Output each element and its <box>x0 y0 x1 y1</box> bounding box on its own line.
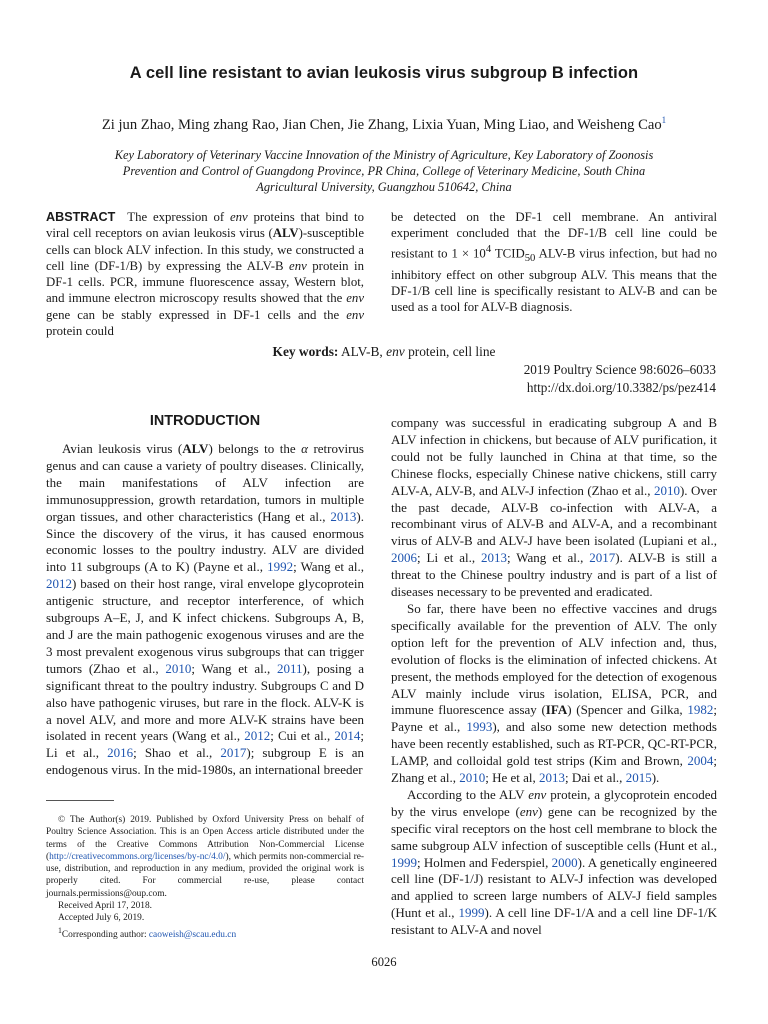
text: ; Li et al., <box>417 550 482 566</box>
citation-link[interactable]: 1992 <box>267 559 294 575</box>
email-link[interactable]: caoweish@scau.edu.cn <box>148 929 237 940</box>
text: ), posing a significant threat to the poultry industry. Subgroups C and D also have pathogenic viruses, but rare in the flock. ALV-K is a novel ALV, and more and more ALV-K strains have been isolated in recent years (Wang et al., <box>46 660 364 744</box>
citation-link[interactable]: 2012 <box>46 576 72 592</box>
license-link[interactable]: http://creativecommons.org/licenses/by-nc/4.0/ <box>49 851 226 862</box>
citation-link[interactable]: 1999 <box>458 905 485 921</box>
text: retrovirus genus and can cause a variety of poultry diseases. Clinically, the main manifestations of ALV infection are immunosuppression, growth retardation, tumors in multiple organ tissues, and other characteristics (Hang et al., <box>46 441 364 524</box>
abstract-text: protein in DF-1 cells. PCR, immune fluorescence assay, Western blot, and immune electron microscopy results showed that the <box>46 258 364 306</box>
abstract-text: )-susceptible cells can block ALV infection. In this study, we constructed a cell line (DF-1/B) by expressing the ALV-B <box>46 226 364 273</box>
exponent: 4 <box>485 243 492 255</box>
corresponding-author-mark[interactable]: 1 <box>661 115 667 125</box>
abstract-heading: ABSTRACT <box>46 210 116 224</box>
text: ; Shao et al., <box>133 745 221 761</box>
text: ) (Spencer and Gilka, <box>567 702 688 718</box>
text: ; Wang et al., <box>293 559 364 575</box>
text: ; Payne et al., <box>391 702 717 735</box>
citation-link[interactable]: 1999 <box>391 854 417 870</box>
citation-link[interactable]: 2004 <box>687 753 714 769</box>
text: ; Li et al., <box>46 728 364 761</box>
gene-name: env <box>346 307 364 322</box>
citation-link[interactable]: 2010 <box>165 660 192 676</box>
text: ; Holmen and Federspiel, <box>417 854 552 870</box>
text: © The Author(s) 2019. Published by Oxford University Press on behalf of Poultry Science Association. This is an Open Access article distributed under the terms of the Creative Commons Attribution Non-Commercial License ( <box>46 815 364 862</box>
citation-link[interactable]: 2017 <box>220 745 247 761</box>
abbreviation: ALV <box>182 441 209 456</box>
greek-symbol: α <box>301 441 308 456</box>
abstract-right-column <box>391 209 717 316</box>
paragraph <box>391 787 717 939</box>
author-names: Zi jun Zhao, Ming zhang Rao, Jian Chen, Jie Zhang, Lixia Yuan, Ming Liao, and Weisheng Cao <box>101 116 662 133</box>
gene-name: env <box>289 258 307 273</box>
text: ) belongs to the <box>208 441 302 456</box>
abbreviation: ALV <box>272 226 299 241</box>
received-date: Received April 17, 2018. <box>58 901 152 912</box>
keywords-text: protein, cell line <box>404 344 496 359</box>
copyright-notice <box>46 814 364 900</box>
author-list <box>40 115 728 134</box>
paper-title: A cell line resistant to avian leukosis virus subgroup B infection <box>129 64 639 82</box>
text: Avian leukosis virus ( <box>62 441 183 456</box>
gene-name: env <box>519 803 538 819</box>
gene-name: env <box>386 344 405 359</box>
text: ; He et al, <box>485 770 540 786</box>
citation-link[interactable]: 2011 <box>276 660 303 676</box>
gene-name: env <box>346 291 364 306</box>
abstract-text: gene can be stably expressed in DF-1 cells and the <box>46 307 347 322</box>
text: ). <box>651 770 660 786</box>
abbreviation: IFA <box>545 702 568 718</box>
affiliation-line: Key Laboratory of Veterinary Vaccine Innovation of the Ministry of Agriculture, Key Laboratory of Zoonosis <box>114 148 654 162</box>
text: ) based on their host range, viral envelope glycoprotein antigenic structure, and receptor interference, of which subgroups A–E, J, and K infect chickens. Subgroups A, B, and J are the main pathogenic exogenous viruses and are the 3 most prevalent exogenous virus subgroups that can trigger tumors (Zhao et al., <box>46 576 364 676</box>
text: ). A genetically engineered cell line (DF-1/J) resistant to ALV-J infection was developed and applied to screen large numbers of ALV-J field samples (Hunt et al., <box>391 854 718 921</box>
paragraph <box>391 415 717 601</box>
doi-link[interactable]: http://dx.doi.org/10.3382/ps/pez414 <box>526 380 716 395</box>
text: Corresponding author: <box>61 929 149 940</box>
text: ). Since the discovery of the virus, it has caused enormous economic losses to the poultry industry. ALV are divided into 11 subgroups (A to K) (Payne et al., <box>46 508 364 575</box>
keywords-label: Key words: <box>272 344 339 359</box>
subscript: 50 <box>524 252 536 264</box>
page-number: 6026 <box>371 955 397 969</box>
abstract-text: The expression of <box>127 210 230 224</box>
text: protein, a glycoprotein encoded by the virus envelope ( <box>391 786 717 819</box>
section-heading-introduction: INTRODUCTION <box>149 413 261 429</box>
paragraph <box>391 601 717 787</box>
citation-link[interactable]: 2013 <box>539 770 566 786</box>
text: According to the ALV <box>407 786 529 802</box>
footnote-divider <box>46 800 114 801</box>
citation-link[interactable]: 1993 <box>466 719 493 735</box>
text: ) gene can be recognized by the specific viral receptors on the host cell membrane to block the same subgroup ALV infection of susceptible cells (Hunt et al., <box>391 803 717 853</box>
citation-link[interactable]: 2015 <box>625 770 652 786</box>
citation-link[interactable]: 2017 <box>589 550 616 566</box>
text: ). Over the past decade, ALV-B co-infection with ALV-A, a recombinant virus of ALV-B and ALV-A, and a recombinant virus of ALV-B and ALV-J have been isolated (Lupiani et al., <box>391 482 717 549</box>
text: ), and also some new detection methods have been recently established, such as RT-PCR, QC-RT-PCR, LAMP, and colloidal gold test strips (Kim and Brown, <box>391 719 717 769</box>
citation-link[interactable]: 2013 <box>481 550 508 566</box>
text: ). A cell line DF-1/A and a cell line DF-1/K resistant to ALV-A and novel <box>391 905 718 938</box>
abstract-text: ALV-B virus infection, but had no inhibitory effect on other subgroup ALV. This means that the DF-1/B cell line is specifically resistant to ALV-B and can be used as a tool for ALV-B diagnosis. <box>391 245 718 315</box>
text: ). ALV-B is still a threat to the Chinese poultry industry and is part of a list of diseases necessary to be prevented and eradicated. <box>391 550 717 600</box>
text: ; Wang et al., <box>191 660 277 676</box>
abstract-text: TCID <box>491 245 525 260</box>
citation-link[interactable]: 1982 <box>687 702 714 718</box>
citation-link[interactable]: 2006 <box>391 550 417 566</box>
keywords-text: ALV-B, <box>338 344 387 359</box>
citation-link[interactable]: 2010 <box>459 770 486 786</box>
citation-link[interactable]: 2016 <box>107 745 134 761</box>
text: ; Wang et al., <box>507 550 590 566</box>
paragraph <box>46 441 364 779</box>
affiliation <box>60 147 708 195</box>
affiliation-line: Prevention and Control of Guangdong Province, PR China, College of Veterinary Medicine, South China <box>122 164 646 178</box>
citation-link[interactable]: 2000 <box>551 854 578 870</box>
abstract-text: protein could <box>46 324 114 339</box>
text: ; Zhang et al., <box>391 753 717 786</box>
text: ); subgroup E is an endogenous virus. In the mid-1980s, an international breeder <box>46 745 364 778</box>
body-left-column <box>46 441 364 779</box>
keywords <box>40 344 728 360</box>
citation-link[interactable]: 2012 <box>244 728 271 744</box>
journal-citation: 2019 Poultry Science 98:6026–6033 <box>523 362 716 377</box>
citation-link[interactable]: 2010 <box>653 482 680 498</box>
accepted-date: Accepted July 6, 2019. <box>58 913 145 924</box>
text: ; Dai et al., <box>565 770 626 786</box>
corresponding-author-note <box>46 925 364 941</box>
gene-name: env <box>528 786 547 802</box>
text: company was successful in eradicating subgroup A and B ALV infection in chickens, but because of ALV purification, it could not be fully launched in China at that time, so the Chinese flocks, especially Chinese native chickens, still carry ALV-A, ALV-B, and ALV-J infection (Zhao et al., <box>391 415 717 498</box>
affiliation-line: Agricultural University, Guangzhou 510642, China <box>256 180 512 194</box>
footnote-mark: 1 <box>58 925 62 935</box>
citation-link[interactable]: 2014 <box>334 728 361 744</box>
abstract-left-column <box>46 209 364 339</box>
abstract-text: proteins that bind to viral cell receptors on avian leukosis virus ( <box>46 210 364 241</box>
citation-link[interactable]: 2013 <box>330 508 357 524</box>
abstract-text: be detected on the DF-1 cell membrane. An antiviral experiment concluded that the DF-1/B cell line could be resistant to 1 × 10 <box>391 210 717 260</box>
footnotes <box>46 814 364 941</box>
gene-name: env <box>229 210 248 224</box>
body-right-column <box>391 415 717 939</box>
text: ; Cui et al., <box>270 728 335 744</box>
text: ), which permits non-commercial re-use, distribution, and reproduction in any medium, provided the original work is properly cited. For commercial re-use, please contact journals.permissions@oup.com. <box>46 851 364 899</box>
text: So far, there have been no effective vaccines and drugs specifically available for the prevention of ALV. The only option left for the prevention of ALV infection and, thus, evolution of flocks is the elimination of infected chickens. At present, the methods employed for the detection of exogenous ALV mainly include virus isolation, ELISA, PCR, and immune fluorescence assay ( <box>391 600 717 718</box>
